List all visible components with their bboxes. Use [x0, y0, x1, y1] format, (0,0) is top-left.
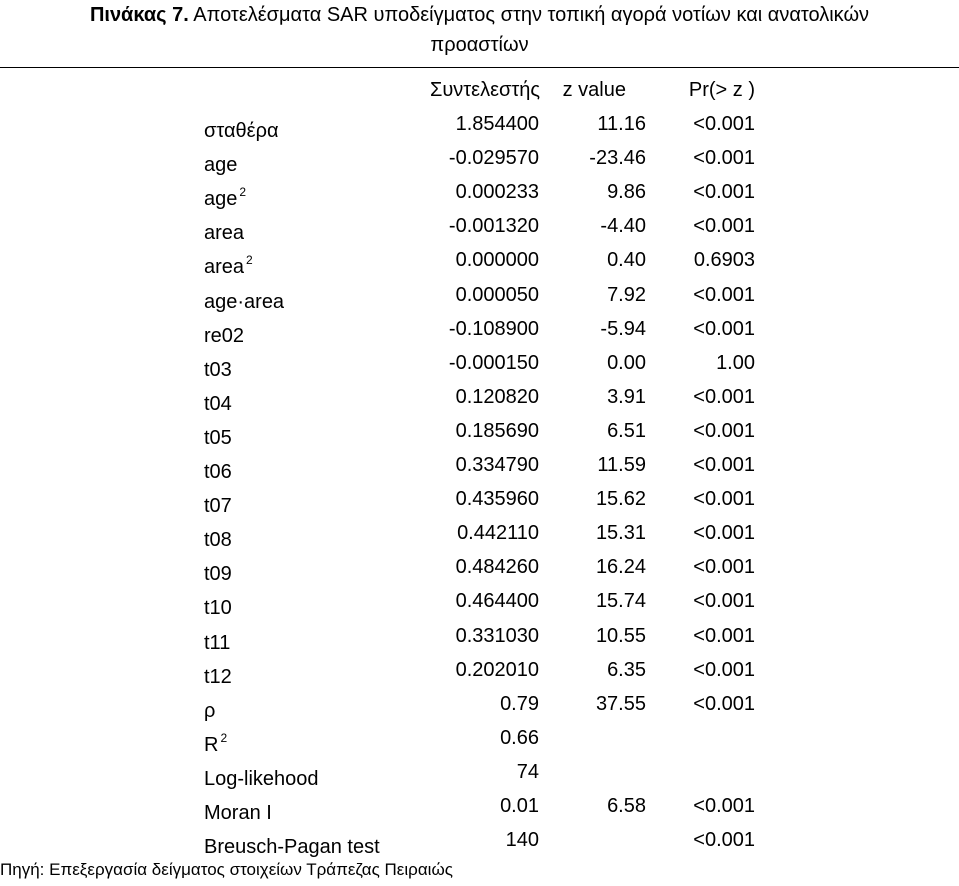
z-value-cell: 9.86 [607, 181, 646, 203]
p-value-cell: <0.001 [693, 795, 755, 817]
z-value-cell: 6.35 [607, 659, 646, 681]
coefficient-cell: -0.108900 [448, 318, 539, 340]
p-value-cell: <0.001 [693, 829, 755, 851]
p-value-cell: 1.00 [716, 352, 755, 374]
header-p-value: Pr(> z ) [688, 79, 755, 101]
p-value-cell: 0.6903 [693, 249, 755, 271]
table-row [0, 516, 959, 550]
coefficient-cell: 0.000233 [455, 181, 539, 203]
coefficient-cell: 0.331030 [455, 625, 539, 647]
caption-line-1 [0, 0, 959, 30]
variable-name: age [204, 188, 238, 210]
coefficient-cell: -0.029570 [448, 147, 539, 169]
z-value-cell: -23.46 [589, 147, 646, 169]
z-value-cell: 11.16 [597, 113, 646, 135]
source-note: Πηγή: Επεξεργασία δείγματος στοιχείων Τράπεζας Πειραιώς [0, 860, 453, 879]
p-value-cell: <0.001 [693, 488, 755, 510]
variable-name: Moran I [204, 802, 272, 824]
table-row [0, 789, 959, 823]
coefficient-cell: -0.000150 [448, 352, 539, 374]
variable-name: t04 [204, 393, 232, 415]
z-value-cell: 0.40 [607, 249, 646, 271]
table-row [0, 482, 959, 516]
table-row [0, 346, 959, 380]
table-row [0, 619, 959, 653]
z-value-cell: 10.55 [595, 625, 646, 647]
variable-name: Breusch-Pagan test [204, 836, 380, 858]
variable-superscript: 2 [220, 731, 228, 745]
p-value-cell: <0.001 [693, 386, 755, 408]
variable-name: t03 [204, 359, 232, 381]
variable-name: σταθέρα [204, 120, 279, 142]
variable-name: t06 [204, 461, 232, 483]
variable-name: t07 [204, 495, 232, 517]
table-row [0, 380, 959, 414]
coefficient-cell: 0.435960 [455, 488, 539, 510]
table-row [0, 550, 959, 584]
z-value-cell: 15.31 [595, 522, 646, 544]
z-value-cell: -4.40 [600, 215, 646, 237]
variable-superscript: 2 [246, 253, 253, 267]
table-row [0, 755, 959, 789]
coefficient-cell: 0.334790 [455, 454, 539, 476]
table-header-row [0, 73, 959, 107]
z-value-cell: 3.91 [607, 386, 646, 408]
table-row [0, 209, 959, 243]
p-value-cell: <0.001 [693, 284, 755, 306]
variable-superscript: 2 [239, 185, 247, 199]
coefficient-cell: 0.000000 [455, 249, 539, 271]
p-value-cell: <0.001 [693, 556, 755, 578]
variable-name: Log-likehood [204, 768, 319, 790]
table-row [0, 141, 959, 175]
table-caption [0, 0, 959, 60]
coefficient-cell: -0.001320 [448, 215, 539, 237]
header-coefficient: Συντελεστής [429, 79, 540, 101]
p-value-cell: <0.001 [693, 215, 755, 237]
coefficient-cell: 0.484260 [455, 556, 539, 578]
variable-name: age [204, 154, 238, 176]
variable-name: t08 [204, 529, 232, 551]
table-row [0, 823, 959, 857]
p-value-cell: <0.001 [693, 318, 755, 340]
coefficient-cell: 140 [505, 829, 539, 851]
variable-name: t10 [204, 597, 232, 619]
variable-name: t09 [204, 563, 232, 585]
z-value-cell: 15.74 [595, 590, 646, 612]
z-value-cell: 0.00 [607, 352, 646, 374]
p-value-cell: <0.001 [693, 522, 755, 544]
coefficient-cell: 0.79 [500, 693, 539, 715]
table-row [0, 448, 959, 482]
variable-name: area [204, 222, 245, 244]
coefficient-cell: 0.120820 [455, 386, 539, 408]
z-value-cell: 6.58 [607, 795, 646, 817]
z-value-cell: 16.24 [595, 556, 646, 578]
header-z-value: z value [562, 79, 626, 101]
z-value-cell: -5.94 [600, 318, 646, 340]
variable-name: t05 [204, 427, 232, 449]
table-row [0, 312, 959, 346]
coefficient-cell: 0.66 [500, 727, 539, 749]
variable-name: re02 [204, 325, 245, 347]
variable-name: R [204, 734, 219, 756]
p-value-cell: <0.001 [693, 590, 755, 612]
z-value-cell: 15.62 [595, 488, 646, 510]
variable-name: t11 [204, 632, 231, 654]
p-value-cell: <0.001 [693, 454, 755, 476]
p-value-cell: <0.001 [693, 147, 755, 169]
variable-name: area [204, 256, 245, 278]
p-value-cell: <0.001 [693, 113, 755, 135]
table-row [0, 107, 959, 141]
variable-name: ρ [204, 700, 216, 722]
coefficient-cell: 0.442110 [457, 522, 539, 544]
table-top-rule [0, 67, 959, 68]
coefficient-cell: 1.854400 [455, 113, 539, 135]
table-row [0, 278, 959, 312]
z-value-cell: 37.55 [595, 693, 646, 715]
p-value-cell: <0.001 [693, 659, 755, 681]
table-row [0, 687, 959, 721]
coefficient-cell: 0.185690 [455, 420, 539, 442]
z-value-cell: 6.51 [607, 420, 646, 442]
z-value-cell: 7.92 [607, 284, 646, 306]
z-value-cell: 11.59 [597, 454, 646, 476]
table-row [0, 653, 959, 687]
coefficient-cell: 0.464400 [455, 590, 539, 612]
variable-name: age·area [204, 291, 285, 313]
caption-label: Πινάκας 7. [89, 4, 189, 26]
table-row [0, 414, 959, 448]
caption-line-2: προαστίων [430, 34, 529, 56]
coefficient-cell: 0.01 [500, 795, 539, 817]
table-row [0, 243, 959, 277]
table-row [0, 175, 959, 209]
caption-text: Αποτελέσματα SAR υποδείγματος στην τοπική αγορά νοτίων και ανατολικών [193, 4, 870, 26]
variable-name: t12 [204, 666, 232, 688]
p-value-cell: <0.001 [693, 625, 755, 647]
table-row [0, 584, 959, 618]
p-value-cell: <0.001 [693, 181, 755, 203]
p-value-cell: <0.001 [693, 693, 755, 715]
p-value-cell: <0.001 [693, 420, 755, 442]
coefficient-cell: 0.202010 [455, 659, 539, 681]
table-row [0, 721, 959, 755]
coefficient-cell: 74 [516, 761, 539, 783]
coefficient-cell: 0.000050 [455, 284, 539, 306]
